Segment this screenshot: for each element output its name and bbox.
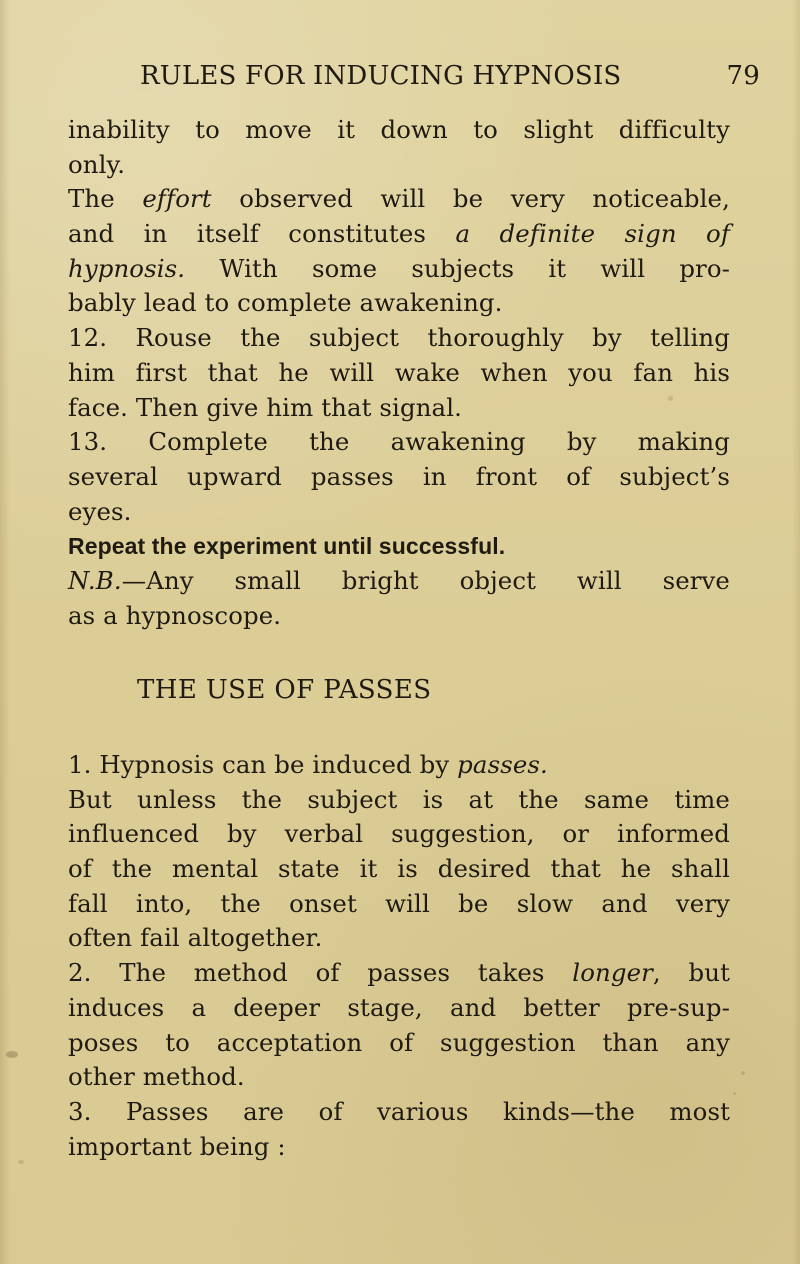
italic-text: a definite sign of: [455, 219, 731, 249]
lower-text-block: [68, 748, 730, 1164]
text-fragment: and in itself constitutes: [68, 219, 456, 249]
text-line: inability to move it down to slight difficulty: [68, 115, 730, 144]
text-line: 12. Rouse the subject thoroughly by telling: [68, 323, 730, 353]
paper-speck: [668, 396, 673, 401]
text-line: poses to acceptation of suggestion than any: [68, 1027, 730, 1057]
text-fragment: With some subjects it will pro-: [185, 253, 730, 283]
italic-text: N.B.: [68, 565, 122, 595]
text-fragment: 1. Hypnosis can be induced by: [68, 750, 458, 779]
running-title: RULES FOR INDUCING HYPNOSIS: [140, 61, 622, 91]
text-fragment: observed will be very noticeable,: [211, 184, 730, 214]
text-line: 13. Complete the awakening by making: [68, 427, 730, 457]
text-line: other method.: [68, 1062, 245, 1092]
text-line: bably lead to complete awakening.: [68, 288, 503, 318]
paper-speck: [18, 1160, 24, 1164]
text-line: 3. Passes are of various kinds—the most: [68, 1096, 730, 1126]
text-line: often fail altogether.: [68, 923, 323, 953]
text-line: eyes.: [68, 496, 132, 526]
text-line: [68, 252, 730, 287]
text-line: [68, 748, 730, 783]
text-line: influenced by verbal suggestion, or informed: [68, 819, 730, 849]
text-line: [68, 217, 730, 252]
text-line: as a hypnoscope.: [68, 600, 282, 630]
text-fragment: , but: [652, 958, 730, 988]
text-fragment: The: [68, 184, 143, 214]
running-head: [140, 61, 760, 95]
text-line: important being :: [68, 1131, 286, 1161]
paper-speck: [733, 1092, 736, 1095]
text-line: [68, 182, 730, 217]
text-line: But unless the subject is at the same time: [68, 784, 730, 814]
text-fragment: —Any small bright object will serve: [121, 565, 730, 595]
italic-text: effort: [142, 184, 212, 214]
italic-text: passes.: [457, 750, 548, 779]
text-fragment: 2. The method of passes takes: [68, 958, 573, 988]
paper-speck: [6, 1051, 18, 1058]
text-line: face. Then give him that signal.: [68, 392, 462, 422]
text-line: him first that he will wake when you fan his: [68, 357, 730, 387]
paper-speck: [741, 1071, 745, 1075]
text-line: several upward passes in front of subject’s: [68, 461, 730, 491]
italic-text: hypnosis.: [68, 253, 186, 283]
italic-text: longer: [572, 958, 653, 988]
upper-text-block: [68, 113, 730, 633]
page-number: 79: [726, 61, 760, 91]
section-heading: THE USE OF PASSES: [137, 675, 432, 705]
text-line: [68, 564, 730, 599]
text-line: of the mental state it is desired that he shall: [68, 854, 730, 884]
text-line: induces a deeper stage, and better pre-sup-: [68, 992, 730, 1022]
text-line: fall into, the onset will be slow and very: [68, 888, 730, 918]
bold-text-line: Repeat the experiment until successful.: [68, 533, 506, 560]
text-line: [68, 956, 730, 991]
text-line: only.: [68, 149, 126, 179]
